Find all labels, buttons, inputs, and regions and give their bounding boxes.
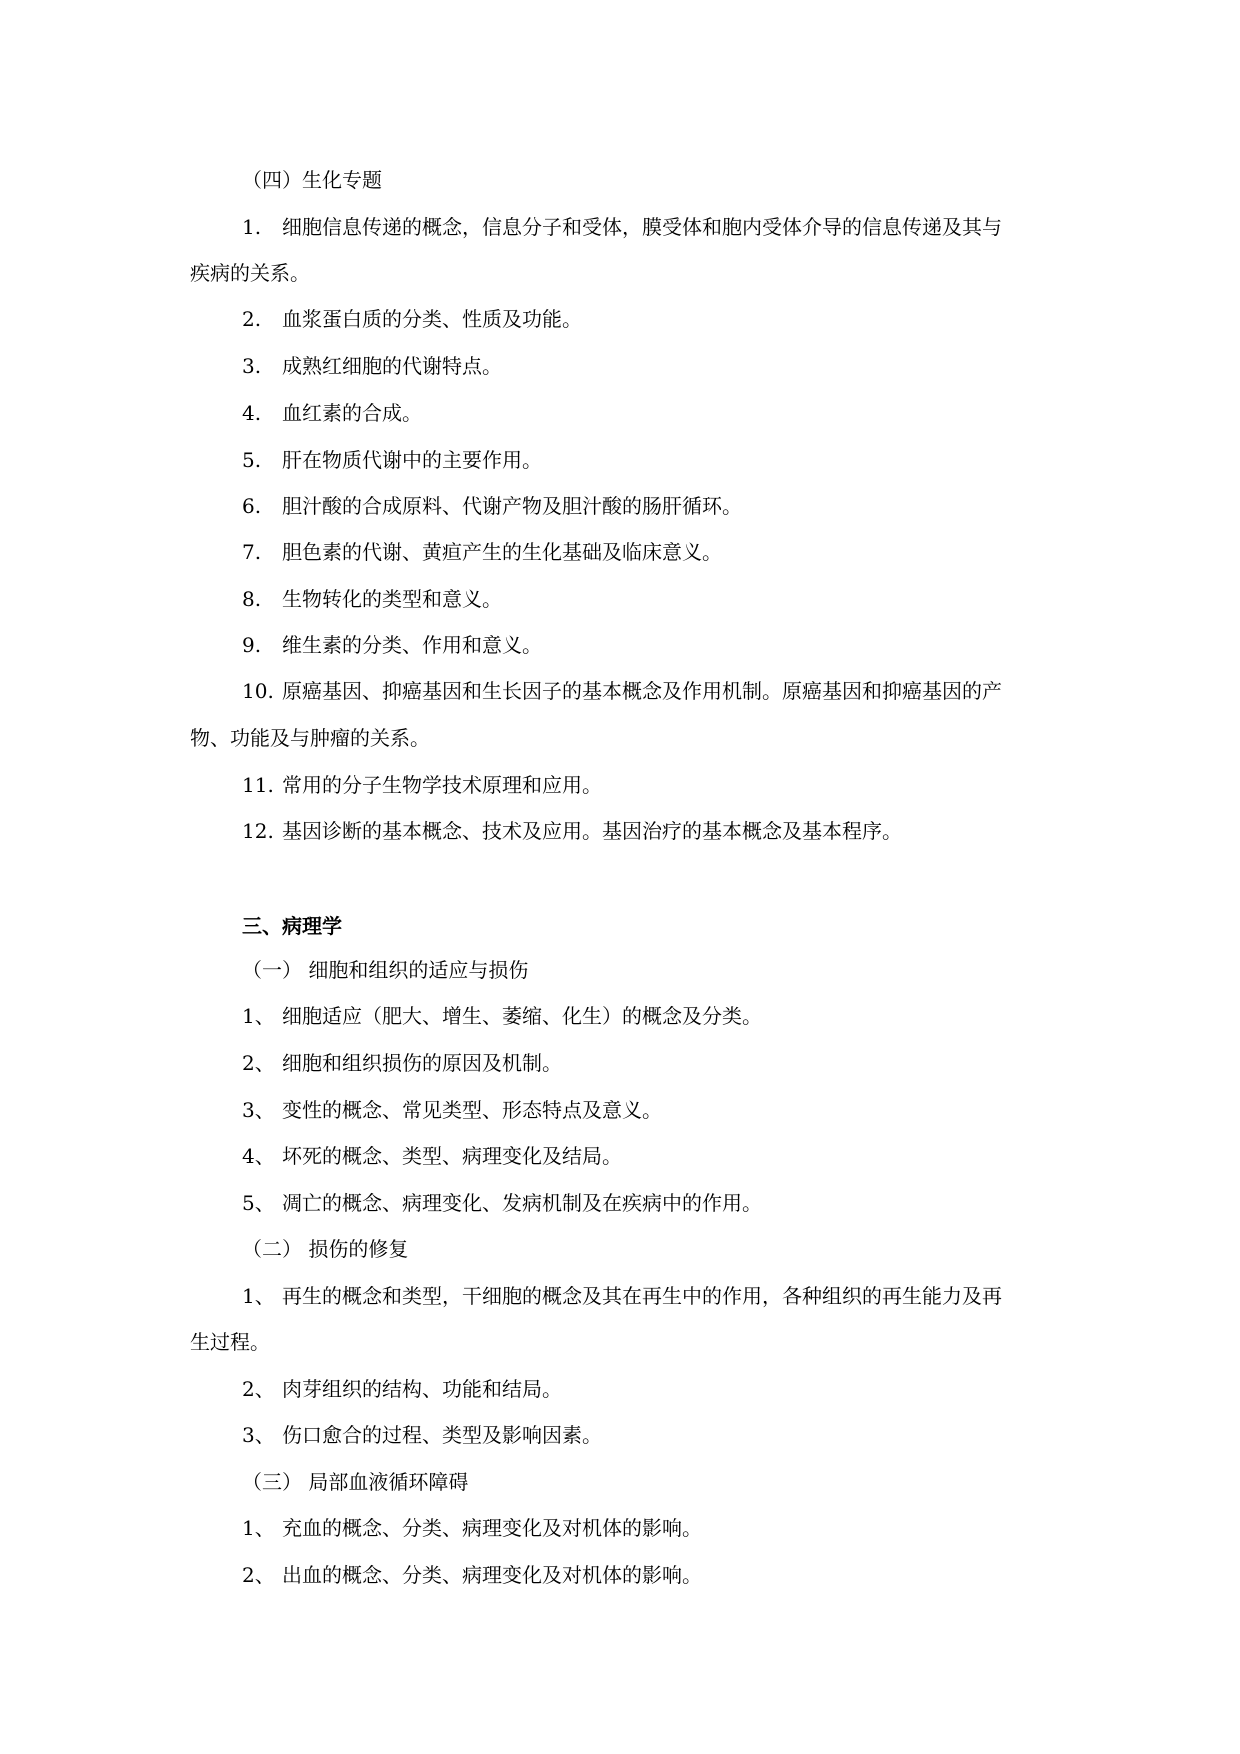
list-item: 2、 肉芽组织的结构、功能和结局。 [242, 1377, 562, 1401]
list-item: 8. 生物转化的类型和意义。 [242, 587, 502, 611]
list-item: 1. 细胞信息传递的概念，信息分子和受体，膜受体和胞内受体介导的信息传递及其与 [242, 215, 1002, 239]
list-item: 12. 基因诊断的基本概念、技术及应用。基因治疗的基本概念及基本程序。 [242, 819, 902, 843]
list-item: 6. 胆汁酸的合成原料、代谢产物及胆汁酸的肠肝循环。 [242, 494, 742, 518]
list-item: 9. 维生素的分类、作用和意义。 [242, 633, 542, 657]
list-item-continuation: 生过程。 [190, 1330, 270, 1354]
list-item: 1、 充血的概念、分类、病理变化及对机体的影响。 [242, 1516, 702, 1540]
section-heading-biochem: （四）生化专题 [242, 168, 382, 192]
list-item: 1、 细胞适应（肥大、增生、萎缩、化生）的概念及分类。 [242, 1004, 762, 1028]
list-item: 7. 胆色素的代谢、黄疸产生的生化基础及临床意义。 [242, 540, 722, 564]
list-item: 3、 伤口愈合的过程、类型及影响因素。 [242, 1423, 602, 1447]
list-item: 5. 肝在物质代谢中的主要作用。 [242, 448, 542, 472]
list-item-continuation: 疾病的关系。 [190, 261, 310, 285]
list-item: 11. 常用的分子生物学技术原理和应用。 [242, 773, 602, 797]
list-item: 2、 细胞和组织损伤的原因及机制。 [242, 1051, 562, 1075]
list-item: 1、 再生的概念和类型，干细胞的概念及其在再生中的作用，各种组织的再生能力及再 [242, 1284, 1002, 1308]
list-item: 3. 成熟红细胞的代谢特点。 [242, 354, 502, 378]
list-item-continuation: 物、功能及与肿瘤的关系。 [190, 726, 430, 750]
subsection-heading: （一） 细胞和组织的适应与损伤 [242, 958, 529, 982]
list-item: 3、 变性的概念、常见类型、形态特点及意义。 [242, 1098, 662, 1122]
list-item: 4. 血红素的合成。 [242, 401, 422, 425]
section-title-pathology: 三、病理学 [242, 914, 342, 938]
list-item: 4、 坏死的概念、类型、病理变化及结局。 [242, 1144, 622, 1168]
subsection-heading: （三） 局部血液循环障碍 [242, 1470, 469, 1494]
list-item: 5、 凋亡的概念、病理变化、发病机制及在疾病中的作用。 [242, 1191, 762, 1215]
subsection-heading: （二） 损伤的修复 [242, 1237, 409, 1261]
list-item: 2、 出血的概念、分类、病理变化及对机体的影响。 [242, 1563, 702, 1587]
list-item: 10. 原癌基因、抑癌基因和生长因子的基本概念及作用机制。原癌基因和抑癌基因的产 [242, 679, 1002, 703]
list-item: 2. 血浆蛋白质的分类、性质及功能。 [242, 307, 582, 331]
